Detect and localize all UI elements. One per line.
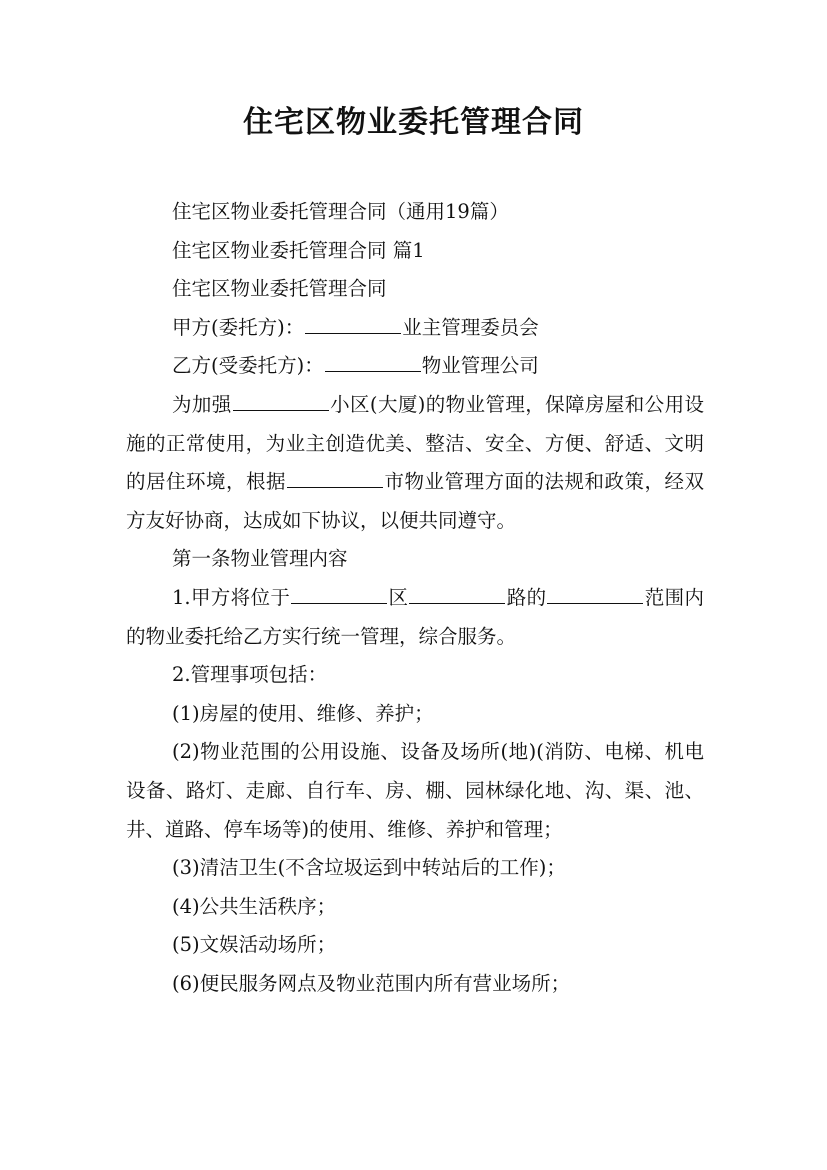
paragraph-text: 业主管理委员会 (402, 315, 539, 339)
paragraph-text: (4)公共生活秩序； (172, 894, 337, 918)
paragraph-text: 住宅区物业委托管理合同（通用19篇） (172, 200, 509, 223)
fill-in-blank (305, 332, 401, 334)
paragraph-item-6 (126, 965, 704, 1004)
fill-in-blank (291, 602, 387, 604)
paragraph-clause-2 (126, 656, 704, 695)
paragraph-text: (2)物业范围的公用设施、设备及场所(地)(消防、电梯、机电设备、路灯、走廊、自行车、房、棚、园林绿化地、沟、渠、池、井、道路、停车场等)的使用、维修、养护和管理； (126, 740, 704, 841)
paragraph-party-a (126, 309, 704, 348)
paragraph-contract-name (126, 270, 704, 309)
paragraph-text: 第一条物业管理内容 (172, 547, 348, 571)
paragraph-text: (5)文娱活动场所； (172, 933, 337, 957)
paragraph-text: 物业管理公司 (421, 354, 539, 378)
paragraph-text: 区 (388, 585, 409, 609)
paragraph-text: 甲方(委托方)： (172, 315, 305, 339)
fill-in-blank (325, 370, 421, 372)
paragraph-text: 范围内的物业委托给乙方实行统一管理，综合服务。 (126, 585, 704, 648)
paragraph-text: 1.甲方将位于 (172, 585, 291, 609)
paragraph-text: 2.管理事项包括： (172, 663, 328, 687)
document-body (126, 193, 704, 1003)
paragraph-item-1 (126, 695, 704, 734)
paragraph-text: 住宅区物业委托管理合同 (172, 277, 387, 301)
paragraph-text: 乙方(受委托方)： (172, 354, 324, 378)
paragraph-text: 住宅区物业委托管理合同 篇1 (172, 238, 425, 262)
paragraph-item-3 (126, 849, 704, 888)
paragraph-section-heading (126, 232, 704, 271)
fill-in-blank (409, 602, 505, 604)
paragraph-clause-1 (126, 579, 704, 656)
paragraph-text: 市物业管理方面的法规和政策，经双方友好协商，达成如下协议，以便共同遵守。 (126, 470, 704, 532)
paragraph-item-5 (126, 926, 704, 965)
paragraph-item-2 (126, 733, 704, 849)
paragraph-text: 为加强 (172, 392, 232, 416)
fill-in-blank (233, 409, 329, 411)
fill-in-blank (547, 602, 643, 604)
paragraph-text: (6)便民服务网点及物业范围内所有营业场所； (172, 971, 571, 995)
paragraph-article-1 (126, 540, 704, 579)
paragraph-text: 路的 (506, 585, 547, 609)
fill-in-blank (287, 486, 383, 488)
paragraph-item-4 (126, 888, 704, 927)
paragraph-text: (3)清洁卫生(不含垃圾运到中转站后的工作)； (172, 856, 566, 880)
document-title: 住宅区物业委托管理合同 (243, 105, 584, 140)
paragraph-preamble (126, 386, 704, 540)
paragraph-party-b (126, 347, 704, 386)
paragraph-subtitle (126, 193, 704, 232)
paragraph-text: (1)房屋的使用、维修、养护； (172, 701, 434, 725)
paragraph-text: 小区(大厦)的物业管理，保障房屋和公用设施的正常使用，为业主创造优美、整洁、安全、方便、舒适、文明的居住环境，根据 (126, 392, 704, 494)
